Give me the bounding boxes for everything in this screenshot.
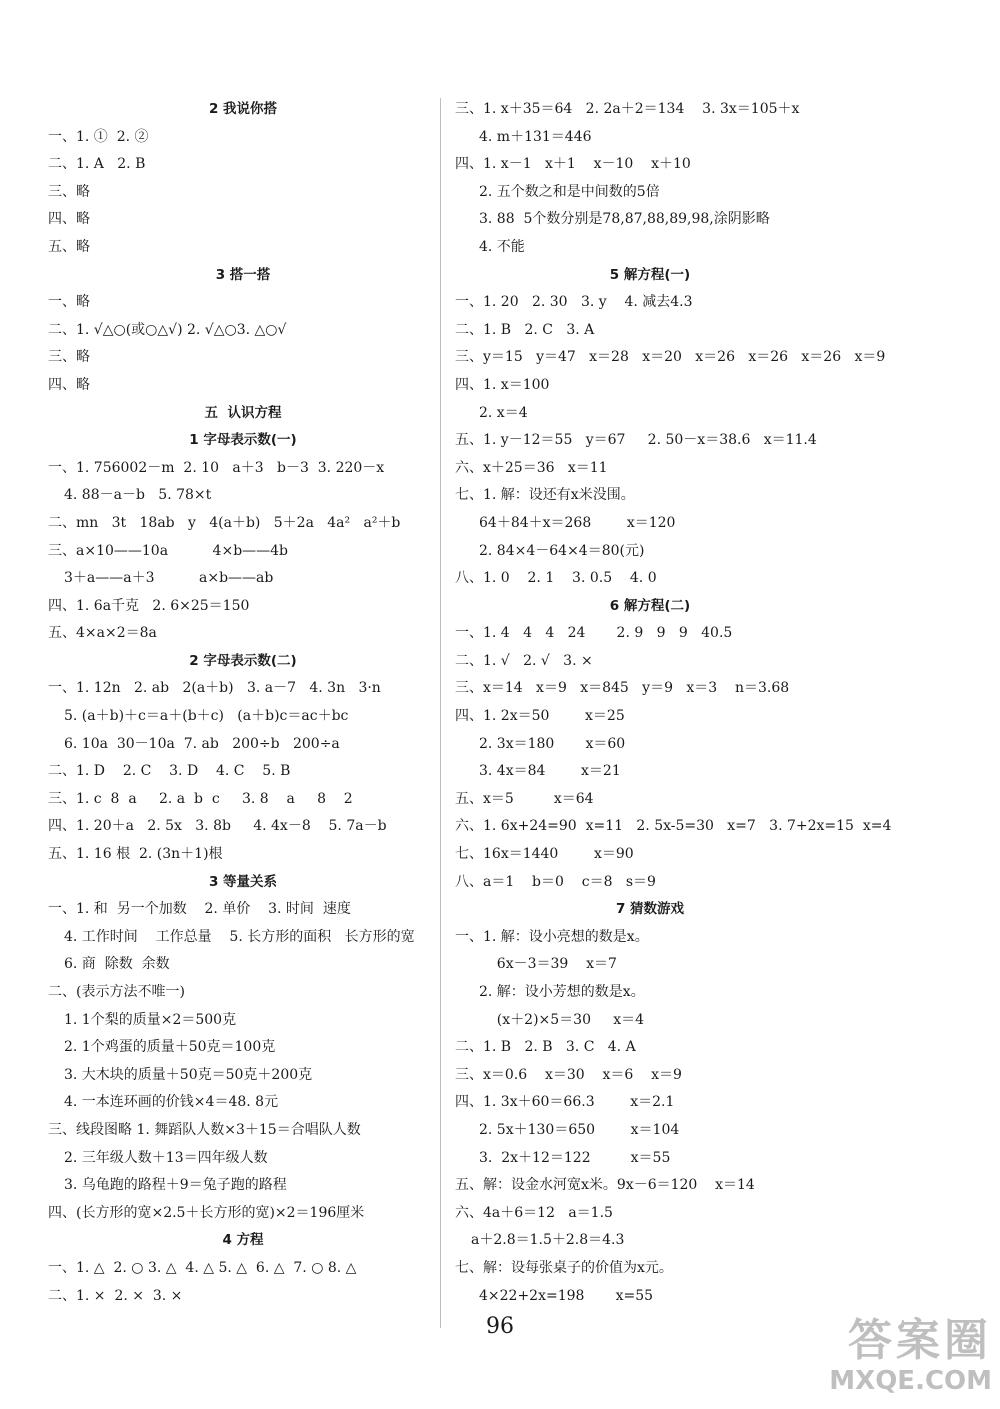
- answer-line: 五、解：设金水河宽x米。9x－6＝120 x＝14: [455, 1177, 755, 1194]
- answer-line: 2. 84×4－64×4＝80(元): [479, 542, 645, 559]
- column-divider: [440, 98, 441, 1328]
- answer-line: 2. 5x＋130＝650 x＝104: [479, 1121, 680, 1138]
- answer-line: 4. 88－a－b 5. 78×t: [64, 487, 212, 504]
- answer-line: 三、线段图略 1. 舞蹈队人数×3＋15＝合唱队人数: [48, 1121, 361, 1138]
- left-column: [48, 96, 438, 1310]
- answer-line: 6x－3＝39 x＝7: [479, 956, 617, 973]
- section-heading: 4 方程: [222, 1232, 264, 1249]
- answer-line: 一、1. 756002－m 2. 10 a＋3 b－3 3. 220－x: [48, 459, 385, 476]
- page-number: 96: [486, 1314, 514, 1339]
- answer-line: 4. 工作时间 工作总量 5. 长方形的面积 长方形的宽: [64, 928, 415, 945]
- answer-line: 一、1. 和 另一个加数 2. 单价 3. 时间 速度: [48, 901, 351, 918]
- answer-line: 五、略: [48, 238, 90, 255]
- section-heading: 7 猜数游戏: [615, 901, 685, 918]
- answer-line: 3. 4x＝84 x＝21: [479, 763, 621, 780]
- answer-line: 六、4a＋6＝12 a＝1.5: [455, 1204, 613, 1221]
- answer-line: 六、1. 6x+24=90 x=11 2. 5x-5=30 x=7 3. 7+2x=15 x=4: [455, 818, 892, 835]
- answer-line: 3. 88 5个数分别是78,87,88,89,98,涂阴影略: [479, 211, 770, 228]
- answer-line: 2. x＝4: [479, 404, 528, 421]
- answer-line: 二、1. √△○(或○△√) 2. √△○3. △○√: [48, 321, 287, 338]
- watermark-url: MXQE.COM: [829, 1366, 992, 1396]
- answer-line: 二、(表示方法不唯一): [48, 984, 185, 1000]
- answer-line: a＋2.8＝1.5＋2.8＝4.3: [471, 1232, 625, 1249]
- answer-line: 三、y＝15 y＝47 x＝28 x＝20 x＝26 x＝26 x＝26 x＝9: [455, 349, 886, 366]
- section-heading: 2 字母表示数(二): [189, 652, 297, 669]
- answer-line: (x＋2)×5＝30 x＝4: [479, 1011, 645, 1028]
- answer-line: 64＋84＋x＝268 x＝120: [479, 514, 676, 531]
- answer-line: 三、1. c 8 a 2. a b c 3. 8 a 8 2: [48, 790, 353, 807]
- section-heading: 6 解方程(二): [609, 597, 691, 614]
- answer-line: 七、16x＝1440 x＝90: [455, 846, 634, 863]
- answer-line: 3. 大木块的质量＋50克＝50克＋200克: [64, 1066, 313, 1083]
- answer-line: 四、1. 6a千克 2. 6×25＝150: [48, 597, 250, 614]
- answer-line: 二、1. √ 2. √ 3. ×: [455, 652, 593, 669]
- answer-line: 三、略: [48, 183, 90, 200]
- section-heading: 五 认识方程: [204, 404, 282, 421]
- answer-line: 三、x＝14 x＝9 x＝845 y＝9 x＝3 n＝3.68: [455, 680, 790, 697]
- answer-line: 4. 一本连环画的价钱×4＝48. 8元: [64, 1094, 279, 1111]
- section-heading: 3 等量关系: [208, 873, 278, 890]
- answer-line: 二、1. B 2. B 3. C 4. A: [455, 1039, 636, 1056]
- answer-line: 一、1. 12n 2. ab 2(a＋b) 3. a－7 4. 3n 3·n: [48, 680, 381, 697]
- answer-line: 2. 解：设小芳想的数是x。: [479, 984, 645, 1000]
- answer-line: 五、4×a×2＝8a: [48, 625, 157, 642]
- answer-line: 3＋a——a＋3 a×b——ab: [64, 570, 274, 587]
- answer-line: 3. 乌龟跑的路程＋9＝兔子跑的路程: [64, 1177, 287, 1194]
- answer-line: 一、1. ① 2. ②: [48, 128, 149, 145]
- answer-line: 八、1. 0 2. 1 3. 0.5 4. 0: [455, 570, 657, 587]
- answer-line: 2. 3x＝180 x＝60: [479, 735, 626, 752]
- answer-line: 四、略: [48, 376, 90, 393]
- answer-line: 4. m＋131＝446: [479, 128, 592, 145]
- answer-line: 6. 10a 30－10a 7. ab 200÷b 200÷a: [64, 735, 340, 752]
- answer-line: 五、1. y－12＝55 y＝67 2. 50－x＝38.6 x＝11.4: [455, 432, 817, 449]
- answer-line: 2. 1个鸡蛋的质量＋50克＝100克: [64, 1039, 276, 1056]
- answer-line: 四、1. 2x＝50 x＝25: [455, 708, 625, 725]
- answer-line: 八、a＝1 b＝0 c＝8 s＝9: [455, 873, 656, 890]
- answer-line: 4. 不能: [479, 238, 525, 255]
- answer-line: 四、1. 20＋a 2. 5x 3. 8b 4. 4x－8 5. 7a－b: [48, 818, 387, 835]
- answer-line: 七、1. 解：设还有x米没围。: [455, 487, 635, 504]
- answer-line: 1. 1个梨的质量×2＝500克: [64, 1011, 237, 1028]
- answer-line: 四、略: [48, 211, 90, 228]
- right-column: [455, 96, 892, 1310]
- answer-line: 四、(长方形的宽×2.5＋长方形的宽)×2＝196厘米: [48, 1204, 365, 1221]
- answer-line: 6. 商 除数 余数: [64, 956, 170, 973]
- answer-line: 二、1. D 2. C 3. D 4. C 5. B: [48, 763, 291, 780]
- answer-line: 2. 五个数之和是中间数的5倍: [479, 183, 660, 200]
- answer-line: 3. 2x＋12＝122 x＝55: [479, 1149, 671, 1166]
- answer-line: 七、解：设每张桌子的价值为x元。: [455, 1259, 673, 1276]
- section-heading: 1 字母表示数(一): [189, 432, 297, 449]
- answer-line: 四、1. x＝100: [455, 376, 550, 393]
- answer-line: 二、1. B 2. C 3. A: [455, 321, 595, 338]
- answer-line: 五、1. 16 根 2. (3n＋1)根: [48, 846, 223, 863]
- watermark-logo: 答案圈: [848, 1315, 992, 1366]
- answer-line: 二、1. A 2. B: [48, 156, 146, 173]
- answer-line: 四、1. 3x＋60＝66.3 x＝2.1: [455, 1094, 675, 1111]
- section-heading: 3 搭一搭: [215, 266, 271, 283]
- answer-line: 四、1. x－1 x＋1 x－10 x＋10: [455, 156, 691, 173]
- answer-line: 5. (a＋b)＋c＝a＋(b＋c) (a＋b)c＝ac＋bc: [64, 708, 349, 725]
- section-heading: 5 解方程(一): [609, 266, 691, 283]
- answer-line: 二、1. × 2. × 3. ×: [48, 1287, 183, 1304]
- answer-line: 三、1. x＋35＝64 2. 2a＋2＝134 3. 3x＝105＋x: [455, 101, 800, 117]
- answer-line: 二、mn 3t 18ab y 4(a＋b) 5＋2a 4a² a²＋b: [48, 514, 401, 531]
- watermark: [752, 1316, 992, 1402]
- answer-line: 五、x＝5 x＝64: [455, 790, 594, 807]
- answer-line: 一、1. 20 2. 30 3. y 4. 减去4.3: [455, 294, 693, 311]
- answer-line: 一、1. △ 2. ○ 3. △ 4. △ 5. △ 6. △ 7. ○ 8. △: [48, 1259, 357, 1276]
- answer-line: 六、x＋25＝36 x＝11: [455, 459, 608, 476]
- answer-line: 一、1. 4 4 4 24 2. 9 9 9 40.5: [455, 625, 733, 642]
- answer-line: 一、1. 解：设小亮想的数是x。: [455, 928, 649, 945]
- answer-line: 一、略: [48, 294, 90, 311]
- answer-line: 三、略: [48, 349, 90, 366]
- answer-line: 4×22+2x=198 x=55: [479, 1287, 654, 1304]
- answer-line: 三、a×10——10a 4×b——4b: [48, 542, 289, 559]
- section-heading: 2 我说你搭: [208, 101, 278, 117]
- answer-line: 三、x＝0.6 x＝30 x＝6 x＝9: [455, 1066, 682, 1083]
- answer-line: 2. 三年级人数＋13＝四年级人数: [64, 1149, 268, 1166]
